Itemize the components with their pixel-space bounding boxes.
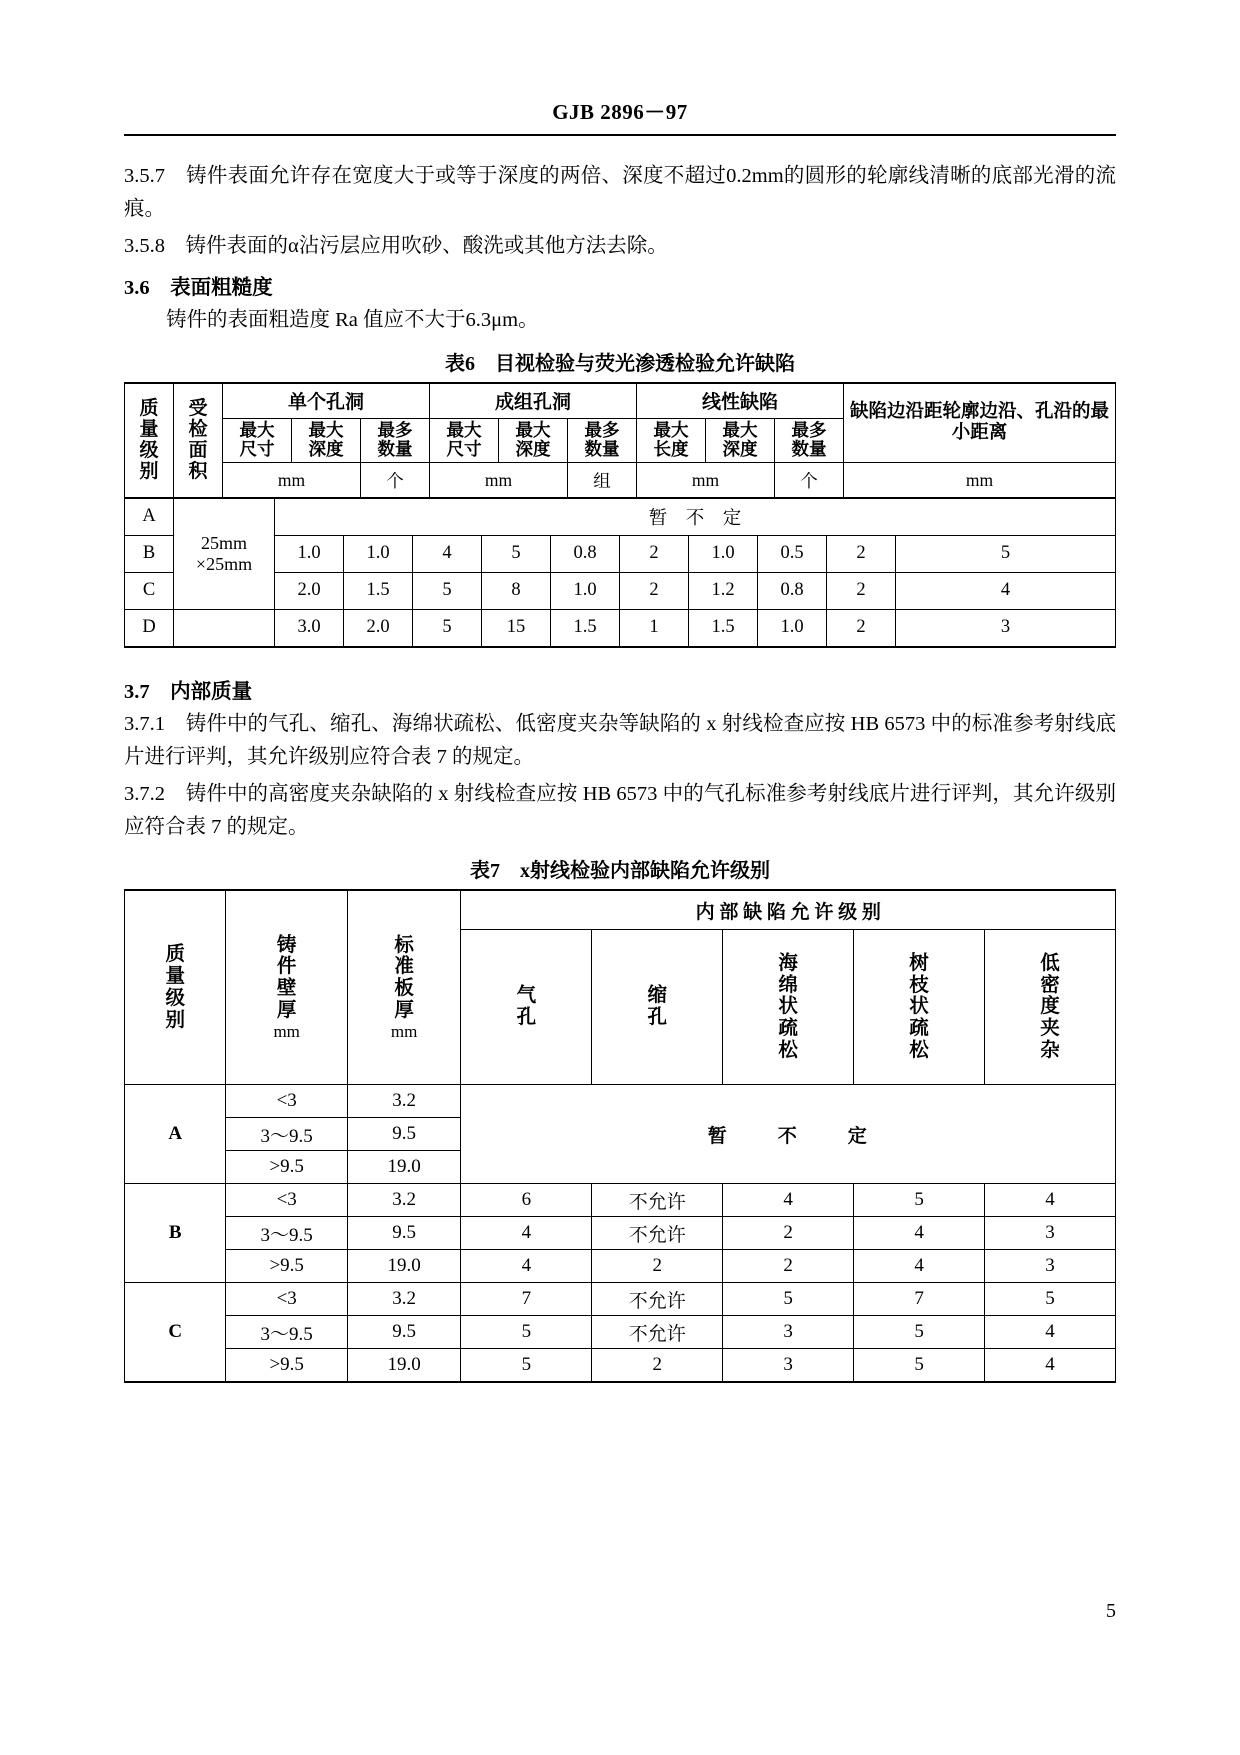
th-max-size-2: 最大 尺寸 <box>430 418 499 462</box>
cell-b1-v0: 6 <box>461 1184 592 1217</box>
cell-c1-plate: 3.2 <box>347 1283 461 1316</box>
cell-c2-wall: 3～9.5 <box>226 1316 347 1349</box>
cell-b-6: 1.0 <box>689 535 758 572</box>
cell-b-0: 1.0 <box>275 535 344 572</box>
page-content <box>124 96 1116 1383</box>
table-row <box>125 890 1116 930</box>
cell-b-1: 1.0 <box>344 535 413 572</box>
table-row <box>125 383 1116 419</box>
cell-pending-A: 暂 不 定 <box>275 498 1116 535</box>
cell-a3-plate: 19.0 <box>347 1151 461 1184</box>
clause-3-6-text: 铸件的表面粗造度 Ra 值应不大于6.3μm。 <box>166 308 539 331</box>
unit-count-3: 个 <box>775 463 844 498</box>
cell-level-C: C <box>125 572 174 609</box>
cell-c2-v4: 4 <box>985 1316 1116 1349</box>
cell-b2-v1: 不允许 <box>592 1217 723 1250</box>
th-edge-distance: 缺陷边沿距轮廓边沿、孔沿的最小距离 <box>844 383 1116 463</box>
cell-c1-v4: 5 <box>985 1283 1116 1316</box>
cell-b3-v3: 4 <box>854 1250 985 1283</box>
cell-d-4: 1.5 <box>551 609 620 647</box>
cell-c-4: 1.0 <box>551 572 620 609</box>
cell-level-B: B <box>125 1184 226 1283</box>
table-row-units <box>125 463 1116 498</box>
cell-b1-v2: 4 <box>723 1184 854 1217</box>
table6-caption: 表6 目视检验与荧光渗透检验允许缺陷 <box>445 352 795 375</box>
cell-c-1: 1.5 <box>344 572 413 609</box>
th-max-depth-3: 最大 深度 <box>706 418 775 462</box>
cell-level-A: A <box>125 498 174 535</box>
th-defect-shrinkage: 缩 孔 <box>592 930 723 1085</box>
cell-b3-v1: 2 <box>592 1250 723 1283</box>
cell-d-7: 1.0 <box>758 609 827 647</box>
th-defect-dendritic-porosity: 树 枝 状 疏 松 <box>854 930 985 1085</box>
cell-d-0: 3.0 <box>275 609 344 647</box>
cell-c3-v3: 5 <box>854 1349 985 1383</box>
unit-mm-2: mm <box>430 463 568 498</box>
cell-level-A: A <box>125 1085 226 1184</box>
cell-d-8: 2 <box>827 609 896 647</box>
th-defect-low-density-inclusion: 低 密 度 夹 杂 <box>985 930 1116 1085</box>
cell-d-3: 15 <box>482 609 551 647</box>
section-3-7-heading: 3.7 内部质量 <box>124 680 253 703</box>
th-quality-level: 质 量 级 别 <box>125 890 226 1085</box>
cell-b1-plate: 3.2 <box>347 1184 461 1217</box>
th-inspected-area: 受 检 面 积 <box>174 383 223 498</box>
cell-level-B: B <box>125 535 174 572</box>
cell-c-2: 5 <box>413 572 482 609</box>
cell-c3-wall: >9.5 <box>226 1349 347 1383</box>
cell-c2-v2: 3 <box>723 1316 854 1349</box>
cell-b1-wall: <3 <box>226 1184 347 1217</box>
table-row-B3 <box>125 1250 1116 1283</box>
th-group-single-pore: 单个孔洞 <box>223 383 430 419</box>
cell-c2-v3: 5 <box>854 1316 985 1349</box>
unit-count-1: 个 <box>361 463 430 498</box>
unit-mm-3: mm <box>637 463 775 498</box>
unit-mm-1: mm <box>223 463 361 498</box>
cell-d-9: 3 <box>896 609 1116 647</box>
table-row-C2 <box>125 1316 1116 1349</box>
cell-b1-v4: 4 <box>985 1184 1116 1217</box>
cell-c-8: 2 <box>827 572 896 609</box>
cell-c3-v0: 5 <box>461 1349 592 1383</box>
th-plate-thickness: 标 准 板 厚 mm <box>347 890 461 1085</box>
unit-group-2: 组 <box>568 463 637 498</box>
cell-b3-plate: 19.0 <box>347 1250 461 1283</box>
cell-level-D: D <box>125 609 174 647</box>
header-divider <box>124 134 1116 136</box>
cell-b1-v3: 5 <box>854 1184 985 1217</box>
table-6-visual-penetrant-defects <box>124 382 1116 499</box>
clause-3-7-1: 3.7.1 铸件中的气孔、缩孔、海绵状疏松、低密度夹杂等缺陷的 x 射线检查应按 HB 6573 中的标准参考射线底片进行评判，其允许级别应符合表 7 的规定。 <box>124 712 1116 768</box>
table-row-A <box>125 498 1116 535</box>
cell-c3-plate: 19.0 <box>347 1349 461 1383</box>
cell-b2-v3: 4 <box>854 1217 985 1250</box>
cell-c1-wall: <3 <box>226 1283 347 1316</box>
table-row-D <box>125 609 1116 647</box>
th-defect-sponge-porosity: 海 绵 状 疏 松 <box>723 930 854 1085</box>
unit-mm-4: mm <box>844 463 1116 498</box>
cell-b-9: 5 <box>896 535 1116 572</box>
cell-b-5: 2 <box>620 535 689 572</box>
cell-c-5: 2 <box>620 572 689 609</box>
table-row-B1 <box>125 1184 1116 1217</box>
table-7-xray-internal-defect-levels <box>124 889 1116 1383</box>
cell-b2-wall: 3～9.5 <box>226 1217 347 1250</box>
cell-c3-v4: 4 <box>985 1349 1116 1383</box>
cell-c2-v0: 5 <box>461 1316 592 1349</box>
clause-3-7-2: 3.7.2 铸件中的高密度夹杂缺陷的 x 射线检查应按 HB 6573 中的气孔标准参考射线底片进行评判，其允许级别应符合表 7 的规定。 <box>124 782 1116 839</box>
cell-c1-v0: 7 <box>461 1283 592 1316</box>
th-max-count-3: 最多 数量 <box>775 418 844 462</box>
table-row-A1 <box>125 1085 1116 1118</box>
cell-a2-wall: 3～9.5 <box>226 1118 347 1151</box>
cell-level-C: C <box>125 1283 226 1383</box>
cell-b2-v4: 3 <box>985 1217 1116 1250</box>
page-header-standard-id: GJB 2896－97 <box>552 100 688 124</box>
cell-d-6: 1.5 <box>689 609 758 647</box>
cell-c2-v1: 不允许 <box>592 1316 723 1349</box>
cell-c1-v3: 7 <box>854 1283 985 1316</box>
th-wall-thickness: 铸 件 壁 厚 mm <box>226 890 347 1085</box>
cell-b2-v0: 4 <box>461 1217 592 1250</box>
cell-c3-v1: 2 <box>592 1349 723 1383</box>
cell-d-1: 2.0 <box>344 609 413 647</box>
cell-c-9: 4 <box>896 572 1116 609</box>
table-row-C3 <box>125 1349 1116 1383</box>
cell-b3-v2: 2 <box>723 1250 854 1283</box>
section-3-6-heading: 3.6 表面粗糙度 <box>124 276 273 299</box>
cell-b-4: 0.8 <box>551 535 620 572</box>
cell-c-7: 0.8 <box>758 572 827 609</box>
th-max-depth-2: 最大 深度 <box>499 418 568 462</box>
clause-3-5-8: 3.5.8 铸件表面的α沾污层应用吹砂、酸洗或其他方法去除。 <box>124 235 668 258</box>
th-max-length-3: 最大 长度 <box>637 418 706 462</box>
clause-3-5-7: 3.5.7 铸件表面允许存在宽度大于或等于深度的两倍、深度不超过0.2mm的圆形的轮廓线清晰的底部光滑的流痕。 <box>124 165 1116 221</box>
th-group-linear-defect: 线性缺陷 <box>637 383 844 419</box>
cell-pending-A: 暂 不 定 <box>461 1085 1116 1184</box>
cell-b-2: 4 <box>413 535 482 572</box>
th-max-depth-1: 最大 深度 <box>292 418 361 462</box>
cell-c-0: 2.0 <box>275 572 344 609</box>
cell-b3-v4: 3 <box>985 1250 1116 1283</box>
cell-b-7: 0.5 <box>758 535 827 572</box>
cell-d-5: 1 <box>620 609 689 647</box>
th-defect-gas-pore: 气 孔 <box>461 930 592 1085</box>
cell-b1-v1: 不允许 <box>592 1184 723 1217</box>
cell-a1-wall: <3 <box>226 1085 347 1118</box>
cell-c2-plate: 9.5 <box>347 1316 461 1349</box>
th-max-size-1: 最大 尺寸 <box>223 418 292 462</box>
th-internal-defect-group: 内 部 缺 陷 允 许 级 别 <box>461 890 1116 930</box>
cell-c1-v1: 不允许 <box>592 1283 723 1316</box>
th-quality-level: 质 量 级 别 <box>125 383 174 498</box>
th-group-clustered-pore: 成组孔洞 <box>430 383 637 419</box>
cell-c3-v2: 3 <box>723 1349 854 1383</box>
cell-b3-v0: 4 <box>461 1250 592 1283</box>
cell-b2-plate: 9.5 <box>347 1217 461 1250</box>
cell-b-8: 2 <box>827 535 896 572</box>
th-max-count-2: 最多 数量 <box>568 418 637 462</box>
cell-b2-v2: 2 <box>723 1217 854 1250</box>
table-6-body <box>124 498 1116 648</box>
table7-caption: 表7 x射线检验内部缺陷允许级别 <box>470 860 770 883</box>
cell-b3-wall: >9.5 <box>226 1250 347 1283</box>
cell-d-area <box>174 609 275 647</box>
cell-inspected-area-value: 25mm ×25mm <box>174 498 275 609</box>
cell-a2-plate: 9.5 <box>347 1118 461 1151</box>
cell-a3-wall: >9.5 <box>226 1151 347 1184</box>
cell-b-3: 5 <box>482 535 551 572</box>
cell-c-3: 8 <box>482 572 551 609</box>
th-max-count-1: 最多 数量 <box>361 418 430 462</box>
table-row-B2 <box>125 1217 1116 1250</box>
table-row-C1 <box>125 1283 1116 1316</box>
cell-d-2: 5 <box>413 609 482 647</box>
page-number: 5 <box>1106 1600 1116 1622</box>
cell-c-6: 1.2 <box>689 572 758 609</box>
cell-a1-plate: 3.2 <box>347 1085 461 1118</box>
cell-c1-v2: 5 <box>723 1283 854 1316</box>
